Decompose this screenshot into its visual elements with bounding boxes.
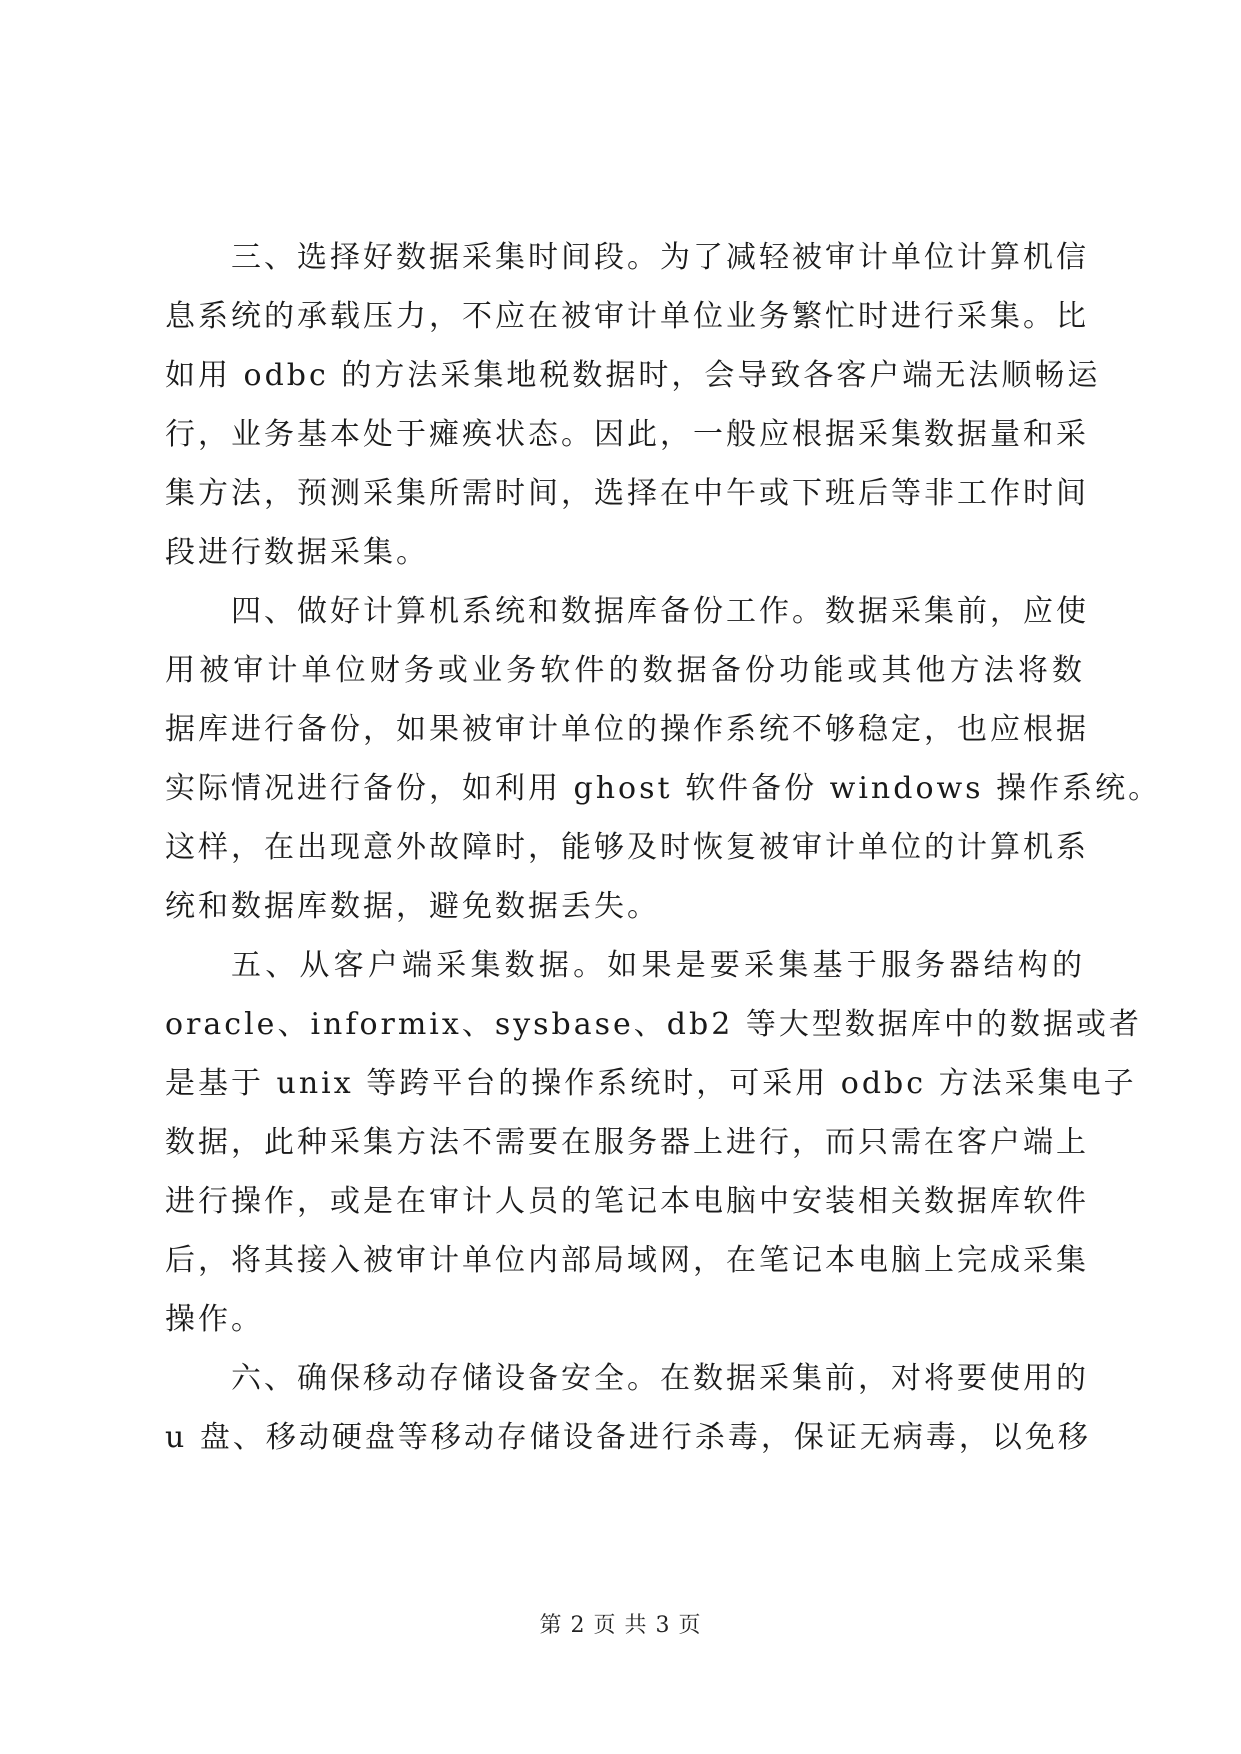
text-line: 段进行数据采集。 <box>165 535 429 570</box>
text-line: oracle、informix、sysbase、db2 等大型数据库中的数据或者 <box>165 1007 1142 1042</box>
text-line: 统和数据库数据，避免数据丢失。 <box>165 889 660 924</box>
text-line: u 盘、移动硬盘等移动存储设备进行杀毒，保证无病毒，以免移 <box>165 1420 1091 1455</box>
document-body <box>165 228 1162 1467</box>
text-line: 行，业务基本处于瘫痪状态。因此，一般应根据采集数据量和采 <box>165 417 1089 452</box>
text-line: 这样，在出现意外故障时，能够及时恢复被审计单位的计算机系 <box>165 830 1089 865</box>
text-line: 用被审计单位财务或业务软件的数据备份功能或其他方法将数 <box>165 653 1085 688</box>
text-line: 操作。 <box>165 1302 264 1337</box>
text-line: 息系统的承载压力，不应在被审计单位业务繁忙时进行采集。比 <box>165 299 1089 334</box>
text-line: 实际情况进行备份，如利用 ghost 软件备份 windows 操作系统。 <box>165 771 1162 806</box>
text-line: 后，将其接入被审计单位内部局域网，在笔记本电脑上完成采集 <box>165 1243 1089 1278</box>
text-line: 数据，此种采集方法不需要在服务器上进行，而只需在客户端上 <box>165 1125 1089 1160</box>
text-line: 如用 odbc 的方法采集地税数据时，会导致各客户端无法顺畅运 <box>165 358 1101 393</box>
text-line: 六、确保移动存储设备安全。在数据采集前，对将要使用的 <box>231 1361 1089 1396</box>
text-line: 四、做好计算机系统和数据库备份工作。数据采集前，应使 <box>231 594 1089 629</box>
paragraph-4 <box>165 582 1162 936</box>
text-line: 集方法，预测采集所需时间，选择在中午或下班后等非工作时间 <box>165 476 1089 511</box>
text-line: 五、从客户端采集数据。如果是要采集基于服务器结构的 <box>231 948 1085 983</box>
text-line: 是基于 unix 等跨平台的操作系统时，可采用 odbc 方法采集电子 <box>165 1066 1137 1101</box>
text-line: 三、选择好数据采集时间段。为了减轻被审计单位计算机信 <box>231 240 1089 275</box>
text-line: 据库进行备份，如果被审计单位的操作系统不够稳定，也应根据 <box>165 712 1089 747</box>
paragraph-6 <box>165 1349 1091 1467</box>
text-line: 进行操作，或是在审计人员的笔记本电脑中安装相关数据库软件 <box>165 1184 1089 1219</box>
page-number-footer: 第 2 页 共 3 页 <box>539 1613 702 1638</box>
paragraph-3 <box>165 228 1101 582</box>
paragraph-5 <box>165 936 1142 1349</box>
